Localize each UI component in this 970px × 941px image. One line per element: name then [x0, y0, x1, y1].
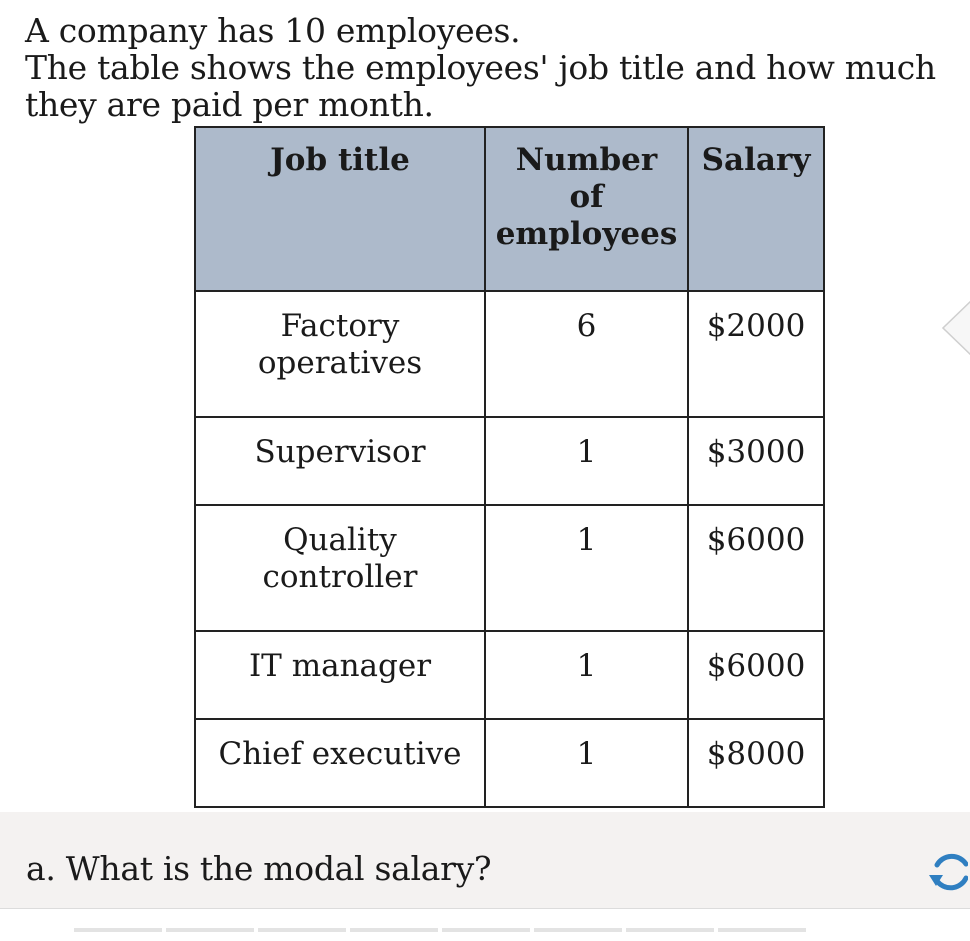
chevron-left-icon	[942, 300, 970, 356]
cell-job-title: Chief executive	[195, 719, 485, 807]
cell-job-title: Supervisor	[195, 417, 485, 505]
cell-number: 6	[485, 291, 688, 417]
tab-placeholder	[718, 928, 806, 932]
cell-salary: $6000	[688, 505, 824, 631]
cell-job-title: Factory operatives	[195, 291, 485, 417]
cell-salary: $8000	[688, 719, 824, 807]
answer-tab-strip	[74, 928, 806, 941]
table-row	[195, 719, 824, 807]
refresh-button[interactable]	[928, 848, 968, 898]
refresh-icon	[928, 848, 968, 898]
cell-number: 1	[485, 505, 688, 631]
header-job-title: Job title	[195, 127, 485, 291]
table-header-row	[195, 127, 824, 291]
cell-job-title: Quality controller	[195, 505, 485, 631]
intro-line-1: A company has 10 employees.	[25, 11, 521, 50]
table-row	[195, 631, 824, 719]
cell-number: 1	[485, 631, 688, 719]
cell-number: 1	[485, 719, 688, 807]
cell-salary: $2000	[688, 291, 824, 417]
salary-table-container	[194, 126, 825, 808]
tab-placeholder	[534, 928, 622, 932]
intro-line-2: The table shows the employees' job title and how much they are paid per month.	[25, 48, 936, 124]
tab-placeholder	[626, 928, 714, 932]
side-panel-tab[interactable]	[942, 300, 970, 356]
cell-number: 1	[485, 417, 688, 505]
cell-job-title: IT manager	[195, 631, 485, 719]
problem-intro	[25, 12, 955, 123]
tab-placeholder	[74, 928, 162, 932]
question-panel	[0, 812, 970, 909]
tab-placeholder	[258, 928, 346, 932]
table-row	[195, 505, 824, 631]
salary-table	[194, 126, 825, 808]
header-salary: Salary	[688, 127, 824, 291]
question-text: a. What is the modal salary?	[26, 849, 492, 888]
table-row	[195, 291, 824, 417]
tab-placeholder	[350, 928, 438, 932]
table-row	[195, 417, 824, 505]
header-number-of-employees: Number of employees	[485, 127, 688, 291]
tab-placeholder	[166, 928, 254, 932]
cell-salary: $6000	[688, 631, 824, 719]
tab-placeholder	[442, 928, 530, 932]
cell-salary: $3000	[688, 417, 824, 505]
